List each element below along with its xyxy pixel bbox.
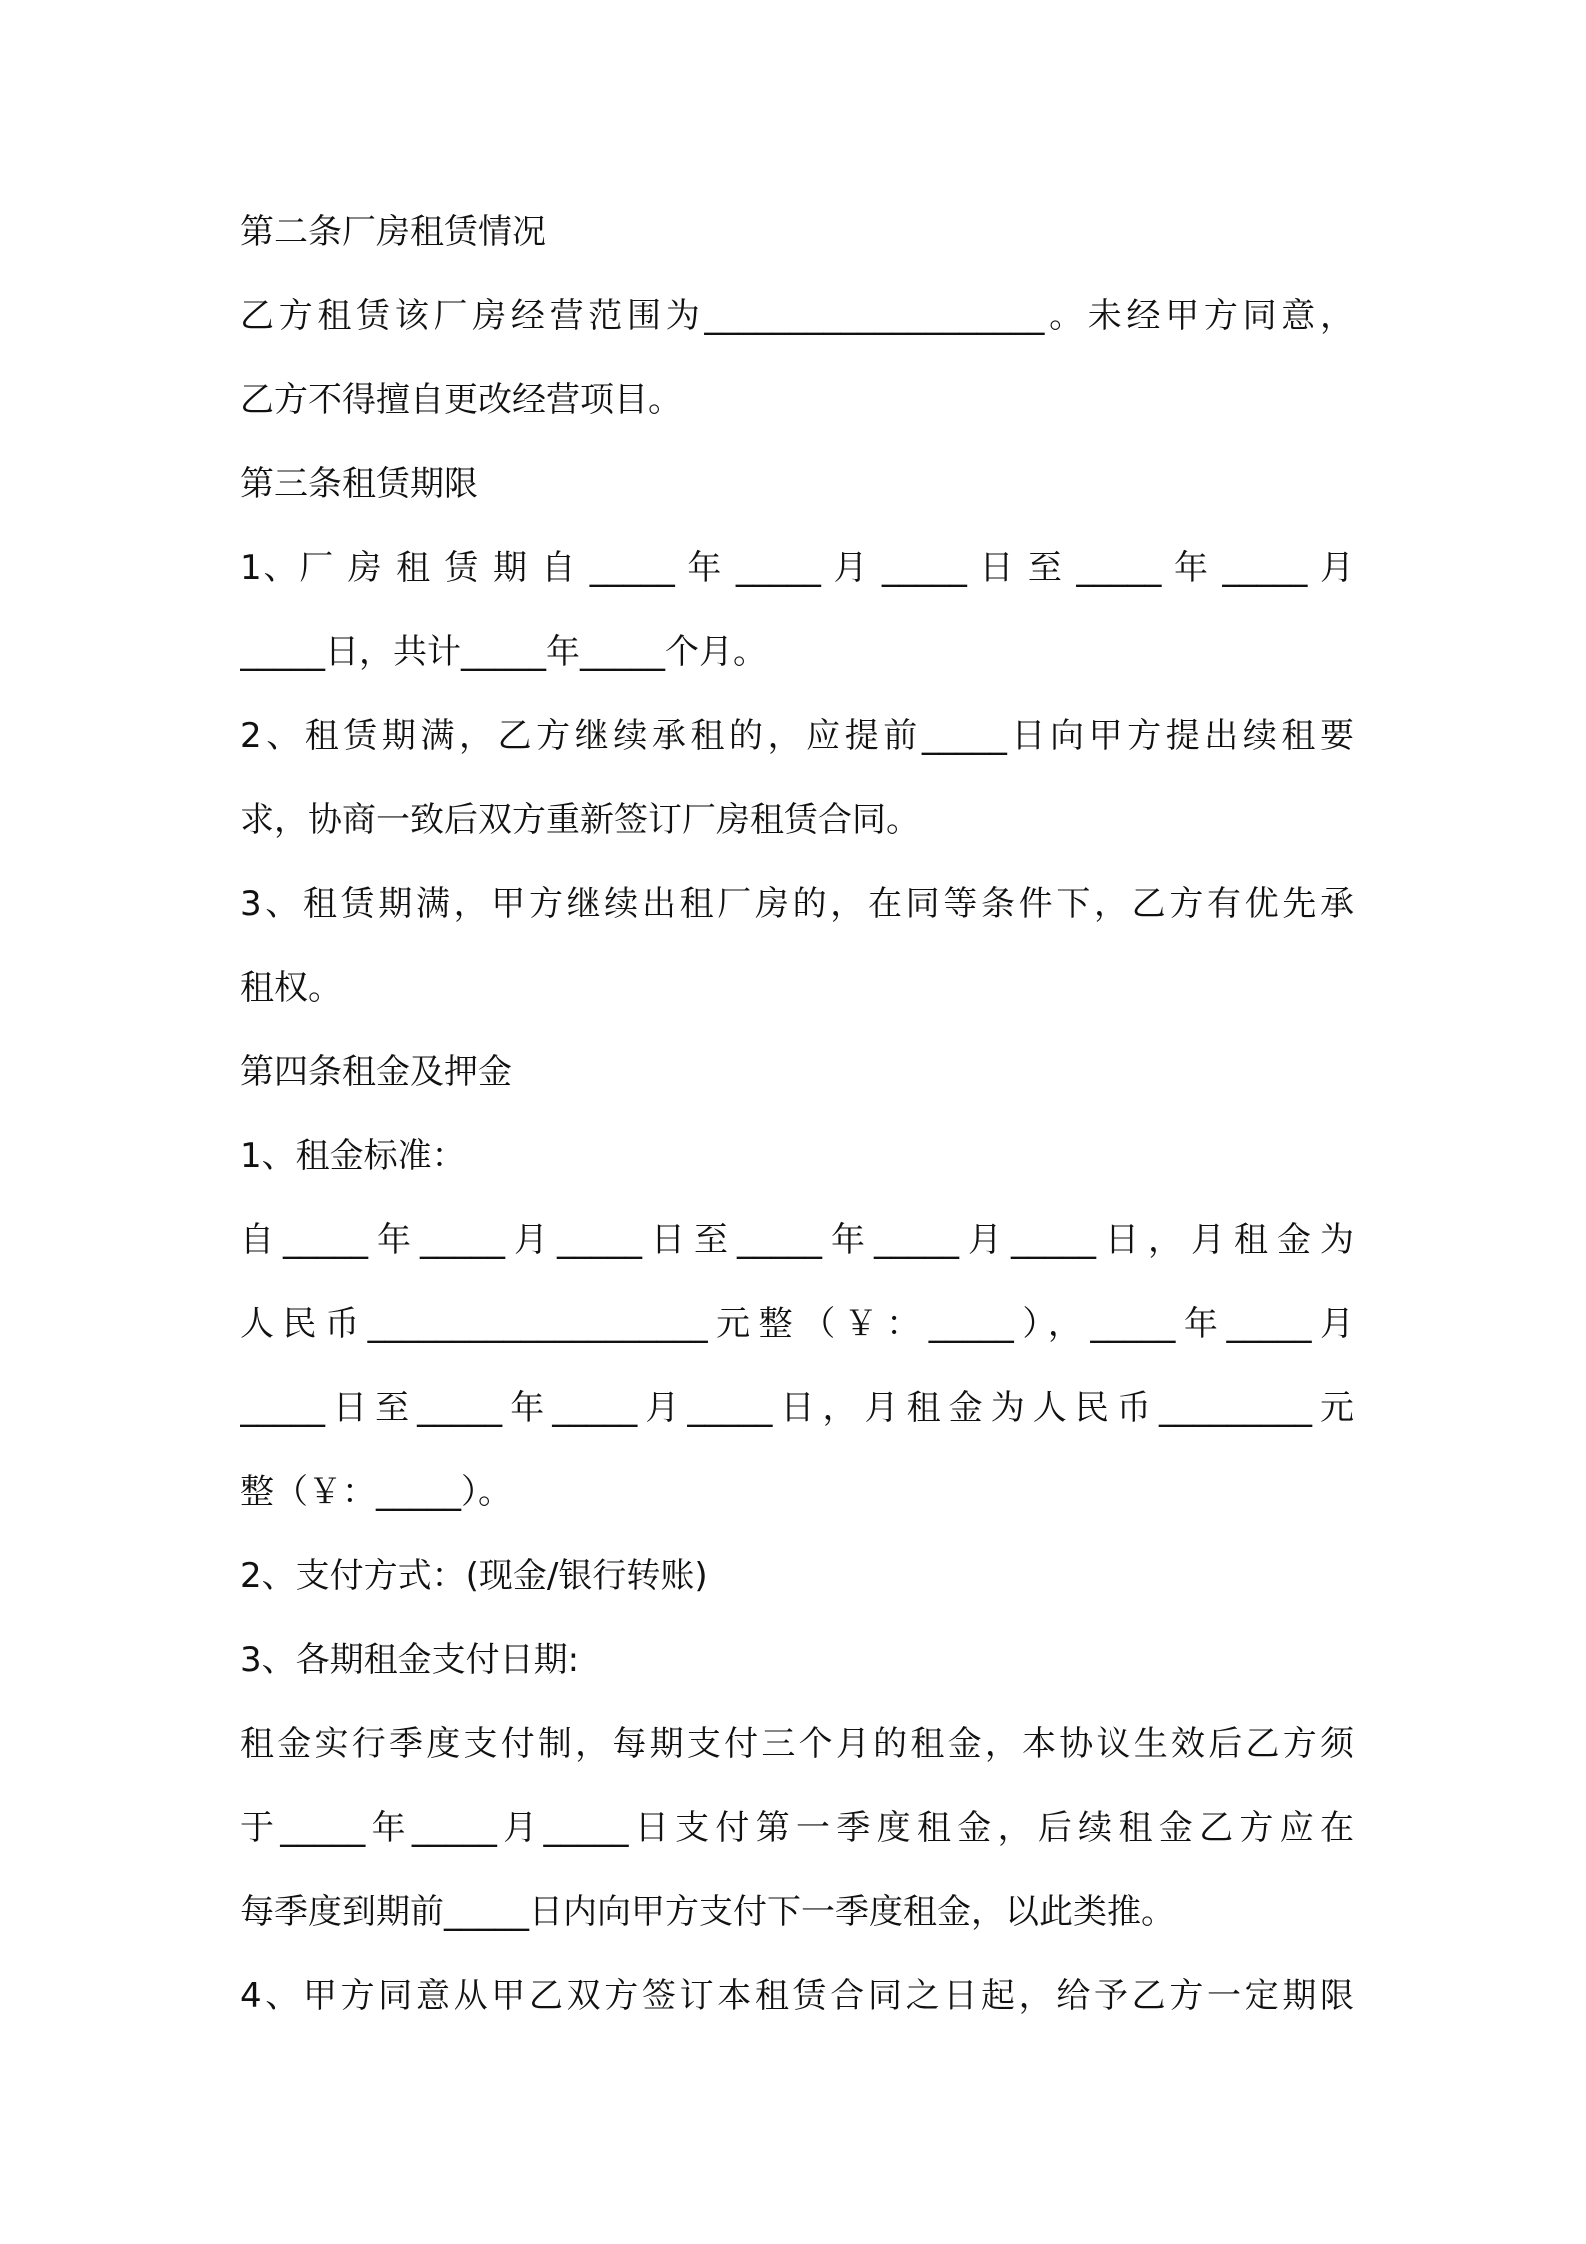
paragraph-line: 整（￥：_____）。 [240, 1472, 512, 1512]
paragraph-line: 租金实行季度支付制，每期支付三个月的租金，本协议生效后乙方须 [240, 1724, 1354, 1764]
paragraph-line: 3、租赁期满，甲方继续出租厂房的，在同等条件下，乙方有优先承 [240, 884, 1354, 924]
paragraph-line: 4、甲方同意从甲乙双方签订本租赁合同之日起，给予乙方一定期限 [240, 1976, 1354, 2016]
paragraph-line: _____日至_____年_____月_____日，月租金为人民币_________元 [240, 1388, 1354, 1428]
paragraph-line: 自_____年_____月_____日至_____年_____月_____日，月租金为 [240, 1220, 1354, 1260]
document-page [240, 190, 1354, 2038]
paragraph-line: 2、租赁期满，乙方继续承租的，应提前_____日向甲方提出续租要 [240, 716, 1354, 756]
paragraph-line: 租权。 [240, 968, 342, 1008]
paragraph-line: 1、厂 房 租 赁 期 自 _____ 年 _____ 月 _____ 日 至 _____ 年 _____ 月 [240, 548, 1354, 588]
paragraph-line: 乙方租赁该厂房经营范围为____________________。未经甲方同意， [240, 296, 1354, 336]
paragraph-line: _____日，共计_____年_____个月。 [240, 632, 767, 672]
paragraph-line: 1、租金标准： [240, 1136, 466, 1176]
paragraph-line: 于_____年_____月_____日支付第一季度租金，后续租金乙方应在 [240, 1808, 1354, 1848]
paragraph-line: 人民币____________________元整（￥：_____），_____年_____月 [240, 1304, 1354, 1344]
section-heading-article-2: 第二条厂房租赁情况 [240, 212, 546, 252]
section-heading-article-3: 第三条租赁期限 [240, 464, 478, 504]
paragraph-line: 求，协商一致后双方重新签订厂房租赁合同。 [240, 800, 920, 840]
paragraph-line: 3、各期租金支付日期: [240, 1640, 580, 1680]
paragraph-line: 乙方不得擅自更改经营项目。 [240, 380, 682, 420]
section-heading-article-4: 第四条租金及押金 [240, 1052, 512, 1092]
paragraph-line: 每季度到期前_____日内向甲方支付下一季度租金，以此类推。 [240, 1892, 1175, 1932]
paragraph-line: 2、支付方式：(现金/银行转账) [240, 1556, 708, 1596]
